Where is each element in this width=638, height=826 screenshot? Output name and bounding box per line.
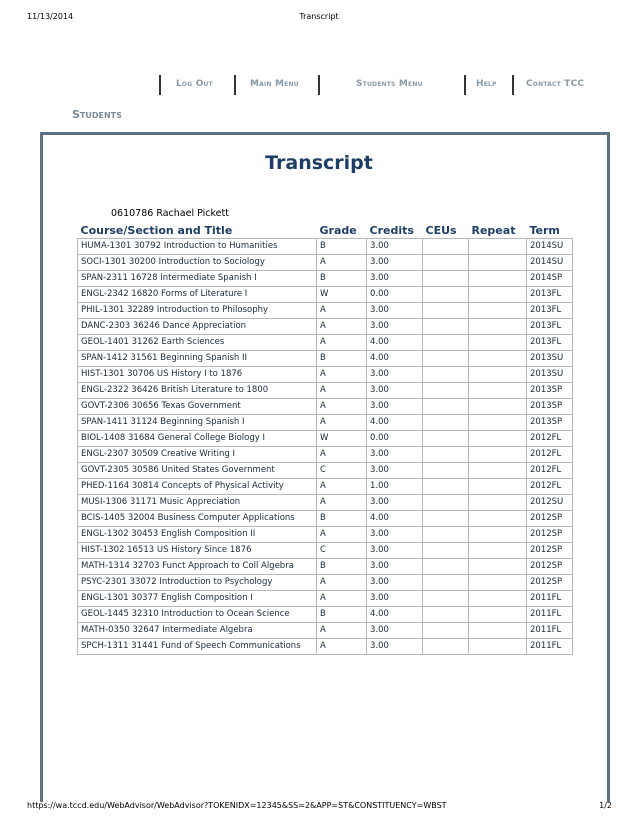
term-cell: 2013SU xyxy=(527,367,573,383)
course-cell: GEOL-1401 31262 Earth Sciences xyxy=(78,335,317,351)
column-header-repeat: Repeat xyxy=(471,224,516,237)
grade-cell: C xyxy=(317,463,367,479)
grade-cell: A xyxy=(317,575,367,591)
grade-cell: B xyxy=(317,607,367,623)
course-cell: ENGL-1301 30377 English Composition I xyxy=(78,591,317,607)
term-cell: 2012FL xyxy=(527,479,573,495)
repeat-cell xyxy=(469,303,527,319)
term-cell: 2014SP xyxy=(527,271,573,287)
grade-cell: W xyxy=(317,431,367,447)
course-cell: GOVT-2306 30656 Texas Government xyxy=(78,399,317,415)
column-header-ceus: CEUs xyxy=(425,224,457,237)
ceus-cell xyxy=(423,575,469,591)
table-row xyxy=(78,415,573,431)
grade-cell: B xyxy=(317,511,367,527)
ceus-cell xyxy=(423,495,469,511)
section-label: Students xyxy=(72,108,122,121)
credits-cell: 3.00 xyxy=(367,543,423,559)
grade-cell: B xyxy=(317,559,367,575)
course-cell: DANC-2303 36246 Dance Appreciation xyxy=(78,319,317,335)
repeat-cell xyxy=(469,559,527,575)
table-header-row xyxy=(78,222,573,239)
credits-cell: 4.00 xyxy=(367,511,423,527)
credits-cell: 0.00 xyxy=(367,287,423,303)
repeat-cell xyxy=(469,463,527,479)
column-header-credits: Credits xyxy=(369,224,414,237)
ceus-cell xyxy=(423,399,469,415)
logout-link[interactable]: Log Out xyxy=(176,79,213,89)
course-cell: ENGL-2342 16820 Forms of Literature I xyxy=(78,287,317,303)
repeat-cell xyxy=(469,575,527,591)
repeat-cell xyxy=(469,239,527,255)
table-row xyxy=(78,463,573,479)
term-cell: 2011FL xyxy=(527,639,573,655)
ceus-cell xyxy=(423,543,469,559)
term-cell: 2011FL xyxy=(527,591,573,607)
print-url: https://wa.tccd.edu/WebAdvisor/WebAdvisor?TOKENIDX=12345&SS=2&APP=ST&CONSTITUENCY=WBST xyxy=(27,801,447,810)
student-id-name: 0610786 Rachael Pickett xyxy=(111,208,229,219)
table-row xyxy=(78,399,573,415)
repeat-cell xyxy=(469,319,527,335)
credits-cell: 3.00 xyxy=(367,303,423,319)
ceus-cell xyxy=(423,591,469,607)
ceus-cell xyxy=(423,255,469,271)
repeat-cell xyxy=(469,495,527,511)
transcript-table xyxy=(77,222,573,655)
credits-cell: 3.00 xyxy=(367,399,423,415)
ceus-cell xyxy=(423,351,469,367)
ceus-cell xyxy=(423,287,469,303)
nav-separator xyxy=(464,75,466,95)
table-row xyxy=(78,335,573,351)
grade-cell: A xyxy=(317,527,367,543)
ceus-cell xyxy=(423,511,469,527)
grade-cell: W xyxy=(317,287,367,303)
table-row xyxy=(78,495,573,511)
table-row xyxy=(78,623,573,639)
nav-separator xyxy=(234,75,236,95)
ceus-cell xyxy=(423,271,469,287)
course-cell: GEOL-1445 32310 Introduction to Ocean Science xyxy=(78,607,317,623)
ceus-cell xyxy=(423,623,469,639)
table-row xyxy=(78,367,573,383)
ceus-cell xyxy=(423,527,469,543)
course-cell: SPAN-2311 16728 Intermediate Spanish I xyxy=(78,271,317,287)
column-header-term: Term xyxy=(529,224,560,237)
grade-cell: C xyxy=(317,543,367,559)
repeat-cell xyxy=(469,479,527,495)
term-cell: 2012SP xyxy=(527,543,573,559)
credits-cell: 3.00 xyxy=(367,591,423,607)
table-row xyxy=(78,543,573,559)
term-cell: 2013SP xyxy=(527,399,573,415)
course-cell: SPCH-1311 31441 Fund of Speech Communications xyxy=(78,639,317,655)
credits-cell: 3.00 xyxy=(367,639,423,655)
table-row xyxy=(78,591,573,607)
grade-cell: A xyxy=(317,335,367,351)
credits-cell: 4.00 xyxy=(367,351,423,367)
credits-cell: 3.00 xyxy=(367,527,423,543)
repeat-cell xyxy=(469,335,527,351)
term-cell: 2012FL xyxy=(527,463,573,479)
ceus-cell xyxy=(423,319,469,335)
table-row xyxy=(78,479,573,495)
ceus-cell xyxy=(423,367,469,383)
credits-cell: 0.00 xyxy=(367,431,423,447)
credits-cell: 3.00 xyxy=(367,383,423,399)
ceus-cell xyxy=(423,607,469,623)
table-row xyxy=(78,287,573,303)
table-row xyxy=(78,431,573,447)
print-page-number: 1/2 xyxy=(599,801,612,810)
course-cell: ENGL-1302 30453 English Composition II xyxy=(78,527,317,543)
grade-cell: A xyxy=(317,255,367,271)
credits-cell: 3.00 xyxy=(367,271,423,287)
table-row xyxy=(78,239,573,255)
contact-link[interactable]: Contact TCC xyxy=(526,79,585,89)
grade-cell: A xyxy=(317,367,367,383)
repeat-cell xyxy=(469,447,527,463)
credits-cell: 4.00 xyxy=(367,607,423,623)
grade-cell: B xyxy=(317,351,367,367)
term-cell: 2013FL xyxy=(527,287,573,303)
repeat-cell xyxy=(469,623,527,639)
course-cell: ENGL-2322 36426 British Literature to 1800 xyxy=(78,383,317,399)
term-cell: 2014SU xyxy=(527,239,573,255)
nav-separator xyxy=(318,75,320,95)
grade-cell: A xyxy=(317,319,367,335)
ceus-cell xyxy=(423,639,469,655)
table-row xyxy=(78,511,573,527)
credits-cell: 3.00 xyxy=(367,575,423,591)
grade-cell: A xyxy=(317,495,367,511)
course-cell: HIST-1302 16513 US History Since 1876 xyxy=(78,543,317,559)
credits-cell: 3.00 xyxy=(367,559,423,575)
course-cell: BCIS-1405 32004 Business Computer Applications xyxy=(78,511,317,527)
term-cell: 2013FL xyxy=(527,319,573,335)
grade-cell: A xyxy=(317,383,367,399)
credits-cell: 3.00 xyxy=(367,447,423,463)
term-cell: 2013FL xyxy=(527,303,573,319)
nav-separator xyxy=(159,75,161,95)
term-cell: 2013SP xyxy=(527,415,573,431)
repeat-cell xyxy=(469,255,527,271)
table-row xyxy=(78,383,573,399)
nav-separator xyxy=(512,75,514,95)
credits-cell: 4.00 xyxy=(367,415,423,431)
table-row xyxy=(78,271,573,287)
ceus-cell xyxy=(423,463,469,479)
course-cell: SPAN-1411 31124 Beginning Spanish I xyxy=(78,415,317,431)
table-row xyxy=(78,607,573,623)
course-cell: ENGL-2307 30509 Creative Writing I xyxy=(78,447,317,463)
table-row xyxy=(78,303,573,319)
grade-cell: A xyxy=(317,623,367,639)
term-cell: 2011FL xyxy=(527,607,573,623)
grade-cell: A xyxy=(317,447,367,463)
main-menu-link[interactable]: Main Menu xyxy=(250,79,299,89)
column-header-grade: Grade xyxy=(319,224,357,237)
term-cell: 2012SP xyxy=(527,511,573,527)
course-cell: HIST-1301 30706 US History I to 1876 xyxy=(78,367,317,383)
course-cell: MATH-1314 32703 Funct Approach to Coll Algebra xyxy=(78,559,317,575)
grade-cell: A xyxy=(317,415,367,431)
course-cell: SPAN-1412 31561 Beginning Spanish II xyxy=(78,351,317,367)
course-cell: PHIL-1301 32289 Introduction to Philosophy xyxy=(78,303,317,319)
grade-cell: A xyxy=(317,303,367,319)
print-date: 11/13/2014 xyxy=(27,12,74,21)
help-link[interactable]: Help xyxy=(476,79,497,89)
term-cell: 2012SP xyxy=(527,527,573,543)
term-cell: 2012FL xyxy=(527,431,573,447)
table-row xyxy=(78,351,573,367)
term-cell: 2013SU xyxy=(527,351,573,367)
credits-cell: 3.00 xyxy=(367,255,423,271)
page-title: Transcript xyxy=(265,152,373,174)
ceus-cell xyxy=(423,303,469,319)
top-navigation xyxy=(156,75,606,97)
repeat-cell xyxy=(469,351,527,367)
table-row xyxy=(78,319,573,335)
ceus-cell xyxy=(423,383,469,399)
ceus-cell xyxy=(423,559,469,575)
repeat-cell xyxy=(469,415,527,431)
credits-cell: 3.00 xyxy=(367,367,423,383)
repeat-cell xyxy=(469,399,527,415)
ceus-cell xyxy=(423,447,469,463)
credits-cell: 3.00 xyxy=(367,623,423,639)
repeat-cell xyxy=(469,271,527,287)
credits-cell: 3.00 xyxy=(367,239,423,255)
course-cell: SOCI-1301 30200 Introduction to Sociology xyxy=(78,255,317,271)
term-cell: 2012SU xyxy=(527,495,573,511)
repeat-cell xyxy=(469,527,527,543)
repeat-cell xyxy=(469,367,527,383)
repeat-cell xyxy=(469,607,527,623)
grade-cell: A xyxy=(317,399,367,415)
repeat-cell xyxy=(469,591,527,607)
ceus-cell xyxy=(423,415,469,431)
table-row xyxy=(78,447,573,463)
course-cell: PSYC-2301 33072 Introduction to Psychology xyxy=(78,575,317,591)
grade-cell: A xyxy=(317,639,367,655)
course-cell: BIOL-1408 31684 General College Biology I xyxy=(78,431,317,447)
credits-cell: 3.00 xyxy=(367,463,423,479)
term-cell: 2012SP xyxy=(527,575,573,591)
table-row xyxy=(78,255,573,271)
term-cell: 2011FL xyxy=(527,623,573,639)
grade-cell: B xyxy=(317,239,367,255)
course-cell: MUSI-1306 31171 Music Appreciation xyxy=(78,495,317,511)
ceus-cell xyxy=(423,479,469,495)
ceus-cell xyxy=(423,239,469,255)
print-title: Transcript xyxy=(299,12,339,21)
credits-cell: 3.00 xyxy=(367,319,423,335)
course-cell: PHED-1164 30814 Concepts of Physical Activity xyxy=(78,479,317,495)
course-cell: GOVT-2305 30586 United States Government xyxy=(78,463,317,479)
ceus-cell xyxy=(423,335,469,351)
table-row xyxy=(78,575,573,591)
table-row xyxy=(78,527,573,543)
term-cell: 2014SU xyxy=(527,255,573,271)
credits-cell: 4.00 xyxy=(367,335,423,351)
repeat-cell xyxy=(469,543,527,559)
term-cell: 2013SP xyxy=(527,383,573,399)
repeat-cell xyxy=(469,287,527,303)
ceus-cell xyxy=(423,431,469,447)
repeat-cell xyxy=(469,383,527,399)
term-cell: 2012FL xyxy=(527,447,573,463)
term-cell: 2013FL xyxy=(527,335,573,351)
credits-cell: 1.00 xyxy=(367,479,423,495)
students-menu-link[interactable]: Students Menu xyxy=(356,79,423,89)
course-cell: HUMA-1301 30792 Introduction to Humanities xyxy=(78,239,317,255)
grade-cell: A xyxy=(317,479,367,495)
term-cell: 2012SP xyxy=(527,559,573,575)
grade-cell: A xyxy=(317,591,367,607)
repeat-cell xyxy=(469,511,527,527)
table-row xyxy=(78,559,573,575)
repeat-cell xyxy=(469,431,527,447)
grade-cell: B xyxy=(317,271,367,287)
credits-cell: 3.00 xyxy=(367,495,423,511)
column-header-course: Course/Section and Title xyxy=(80,224,233,237)
print-header xyxy=(0,12,638,26)
table-row xyxy=(78,639,573,655)
course-cell: MATH-0350 32647 Intermediate Algebra xyxy=(78,623,317,639)
repeat-cell xyxy=(469,639,527,655)
